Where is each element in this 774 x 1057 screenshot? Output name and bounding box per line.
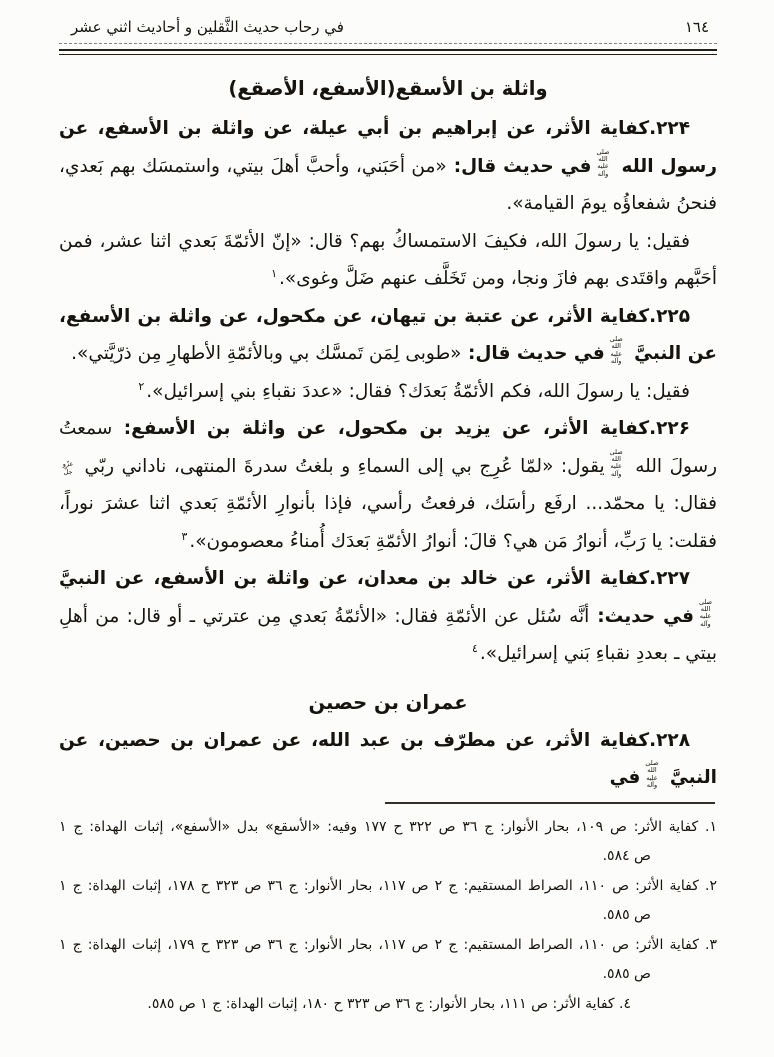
honorific-salla: صلى الله عليه وآله xyxy=(698,597,713,628)
hadith-226-text-c: فقال: يا محمّد... ارفَع رأسَك، فرفعتُ رأسي، فإذا بأنوارِ الأئمّةِ بَعدي اثنا عشرَ نوراً، فقلت: يا رَبِّ، أنوارُ مَن هي؟ قالَ: أنوارُ الأئمّةِ بَعدَك أُمناءُ معصومون». xyxy=(59,493,717,552)
hadith-228 xyxy=(59,722,717,797)
footnote-separator xyxy=(385,802,715,804)
footnote-2-line-2: ص ٥٨٥. xyxy=(602,907,651,923)
section-heading-wathila: واثلة بن الأسقع(الأسفع، الأصقع) xyxy=(228,77,548,100)
honorific-salla: صلى الله عليه وآله xyxy=(596,147,610,178)
footnote-ref-2: ٢ xyxy=(138,379,145,393)
footnote-ref-1: ١ xyxy=(271,267,278,280)
hadith-225-matn: «طوبى لِمَن تَمسَّك بي وبالأئمّةِ الأطهارِ مِن ذرّيَّتي». xyxy=(71,343,462,364)
honorific-salla: صلى الله عليه وآله xyxy=(609,335,623,365)
hadith-227-lead: في حديث: xyxy=(589,605,694,627)
section-heading-imran: عمران بن حصين xyxy=(308,690,468,714)
hadith-228-isnad: ۲۲۸.كفاية الأثر، عن مطرّف بن عبد الله، عن عمران بن حصين، عن النبيَّ xyxy=(59,729,717,788)
hadith-224-isnad: ۲۲۴.كفاية الأثر، عن إبراهيم بن أبي عيلة، عن واثلة بن الأسفع، عن رسول الله xyxy=(59,118,717,177)
honorific-salla: صلى الله عليه وآله xyxy=(645,759,659,789)
page-number: ١٦٤ xyxy=(684,18,709,36)
hadith-224 xyxy=(59,110,717,223)
hadith-224-lead: في حديث قال: xyxy=(446,155,592,177)
hadith-226 xyxy=(59,410,717,560)
hadith-224-question xyxy=(59,223,717,298)
running-head xyxy=(59,14,717,43)
footnote-1-line-1: ١. كفاية الأثر: ص ١٠٩، بحار الأنوار: ج ٣٦ ص ٣٢٢ ح ١٧٧ وفيه: «الأسقع» بدل «الأسفع»، إثبات الهداة: ج ١ xyxy=(59,818,718,835)
footnote-1-line-2: ص ٥٨٤. xyxy=(602,848,651,864)
page-body xyxy=(59,55,717,797)
footnote-2 xyxy=(59,872,717,931)
footnote-ref-3: ٣ xyxy=(181,529,188,543)
hadith-225 xyxy=(59,298,717,373)
hadith-225-isnad: ۲۲۵.كفاية الأثر، عن عتبة بن تيهان، عن مكحول، عن واثلة بن الأسفع، عن النبيَّ xyxy=(59,305,717,364)
hadith-225-lead: في حديث قال: xyxy=(461,343,605,364)
footnote-ref-4: ٤ xyxy=(471,642,478,655)
running-header-title: في رحاب حديث الثَّقلين و أحاديث اثني عشر xyxy=(71,18,344,36)
footnote-3 xyxy=(59,931,717,990)
header-rule-thin xyxy=(59,43,717,44)
footnote-1 xyxy=(59,813,717,872)
hadith-224-matn: «من أحَبَني، وأحبَّ أهلَ بيتي، واستمسَك بهم بَعدي، فنحنُ شفعاؤُه يومَ القيامة». xyxy=(59,155,717,214)
footnote-4-line-1: ٤. كفاية الأثر: ص ١١١، بحار الأنوار: ج ٣٦ ص ٣٢٣ ح ١٨٠، إثبات الهداة: ج ١ ص ٥٨٥. xyxy=(147,995,631,1012)
hadith-227-isnad: ۲۲۷.كفاية الأثر، عن خالد بن معدان، عن واثلة بن الأسفع، عن النبيَّ xyxy=(59,568,690,589)
page-header xyxy=(59,14,717,55)
footnotes-area xyxy=(59,802,717,1020)
hadith-225-question-text: فقيل: يا رسولَ الله، فكم الأئمّةُ بَعدَك؟ فقال: «عددَ نقباءِ بني إسرائيل». xyxy=(146,380,690,402)
hadith-226-isnad: ۲۲۶.كفاية الأثر، عن يزيد بن مكحول، عن واثلة بن الأسفع: xyxy=(112,418,690,439)
honorific-salla: صلى الله عليه وآله xyxy=(609,447,623,478)
footnote-2-line-1: ٢. كفاية الأثر: ص ١١٠، الصراط المستقيم: ج ٢ ص ١١٧، بحار الأنوار: ج ٣٦ ص ٣٢٣ ح ١٧٨، إثبات الهداة: ج ١ xyxy=(59,877,717,894)
footnote-3-line-2: ص ٥٨٥. xyxy=(602,966,651,982)
footnotes-list xyxy=(59,813,717,1020)
honorific-azza-wa-jall: عزّوجلّ xyxy=(62,460,74,476)
hadith-226-text-b: يقول: «لمّا عُرِج بي إلى السماءِ و بلغتُ سدرةَ المنتهى، ناداني ربّي xyxy=(77,455,605,477)
hadith-227 xyxy=(59,560,717,673)
hadith-228-lead: في xyxy=(609,767,641,788)
hadith-224-question-text: فقيل: يا رسولَ الله، فكيفَ الاستمساكُ بهم؟ قال: «إنّ الأئمّةَ بَعدي اثنا عشر، فمن أحَبَّهم واقتَدى بهم فازَ ونجا، ومن تَخَلَّف عنهم ضَلَّ وغوى». xyxy=(59,230,717,289)
footnote-3-line-1: ٣. كفاية الأثر: ص ١١٠، الصراط المستقيم: ج ٢ ص ١١٧، بحار الأنوار: ج ٣٦ ص ٣٢٣ ح ١٧٩، إثبات الهداة: ج ١ xyxy=(59,936,717,953)
hadith-225-question xyxy=(59,373,717,411)
hadith-226-text-a: سمعتُ رسولَ الله xyxy=(59,418,717,477)
footnote-4 xyxy=(59,990,717,1020)
hadith-227-matn: أنَّه سُئل عن الأئمّةِ فقال: «الأئمّةُ بَعدي مِن عترتي ـ أو قال: من أهلِ بيتي ـ بعددِ نقباءِ بَني إسرائيل». xyxy=(59,605,717,664)
